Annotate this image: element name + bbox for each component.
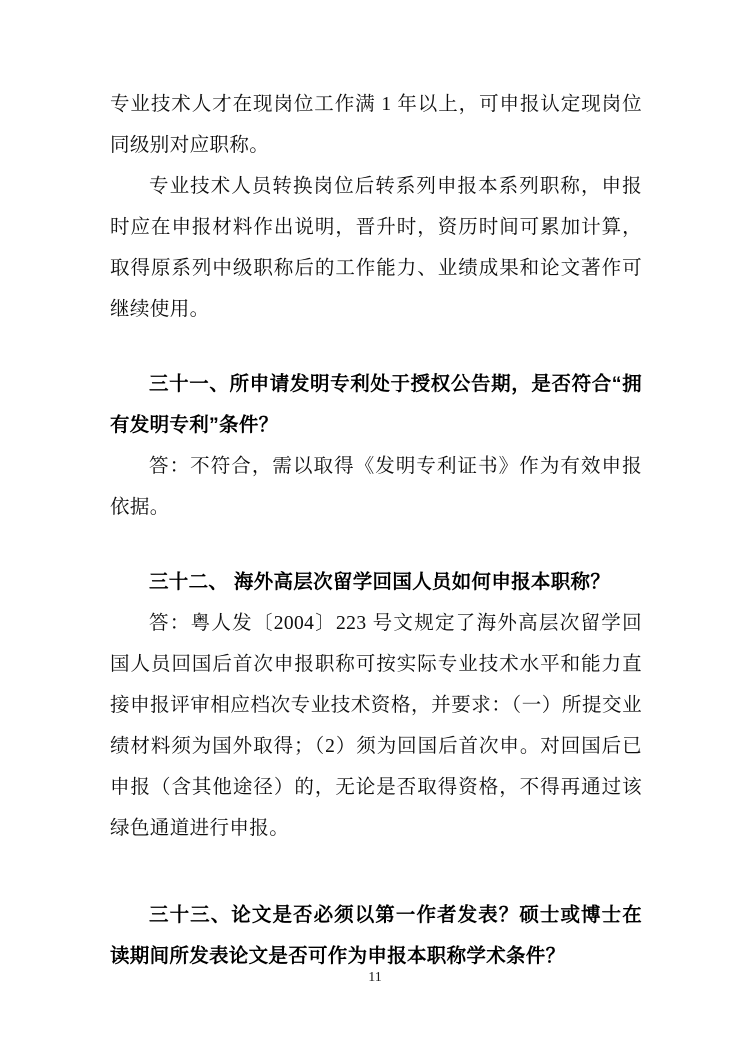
spacer bbox=[110, 330, 642, 364]
spacer bbox=[110, 528, 642, 562]
question-heading-31: 三十一、所申请发明专利处于授权公告期，是否符合“拥有发明专利”条件？ bbox=[110, 373, 642, 436]
paragraph-continuation: 专业技术人才在现岗位工作满 1 年以上，可申报认定现岗位同级别对应职称。 bbox=[110, 94, 642, 156]
page-content bbox=[110, 84, 642, 977]
spacer bbox=[110, 849, 642, 895]
answer-32: 答：粤人发〔2004〕223 号文规定了海外高层次留学回国人员回国后首次申报职称可按实际专业技术水平和能力直接申报评审相应档次专业技术资格，并要求：（一）所提交业绩材料须为国外取得；（2）须为回国后首次申。对回国后已申报（含其他途径）的，无论是否取得资格，不得再通过该绿色通道进行申报。 bbox=[110, 613, 642, 839]
question-heading-32: 三十二、 海外高层次留学回国人员如何申报本职称？ bbox=[149, 571, 611, 593]
question-heading-33: 三十三、论文是否必须以第一作者发表？硕士或博士在读期间所发表论文是否可作为申报本职称学术条件？ bbox=[110, 904, 642, 967]
answer-31: 答：不符合，需以取得《发明专利证书》作为有效申报依据。 bbox=[110, 456, 642, 518]
paragraph-transfer-series: 专业技术人员转换岗位后转系列申报本系列职称，申报时应在申报材料作出说明，晋升时，资历时间可累加计算，取得原系列中级职称后的工作能力、业绩成果和论文著作可继续使用。 bbox=[110, 176, 642, 320]
page-number: 11 bbox=[368, 970, 382, 985]
